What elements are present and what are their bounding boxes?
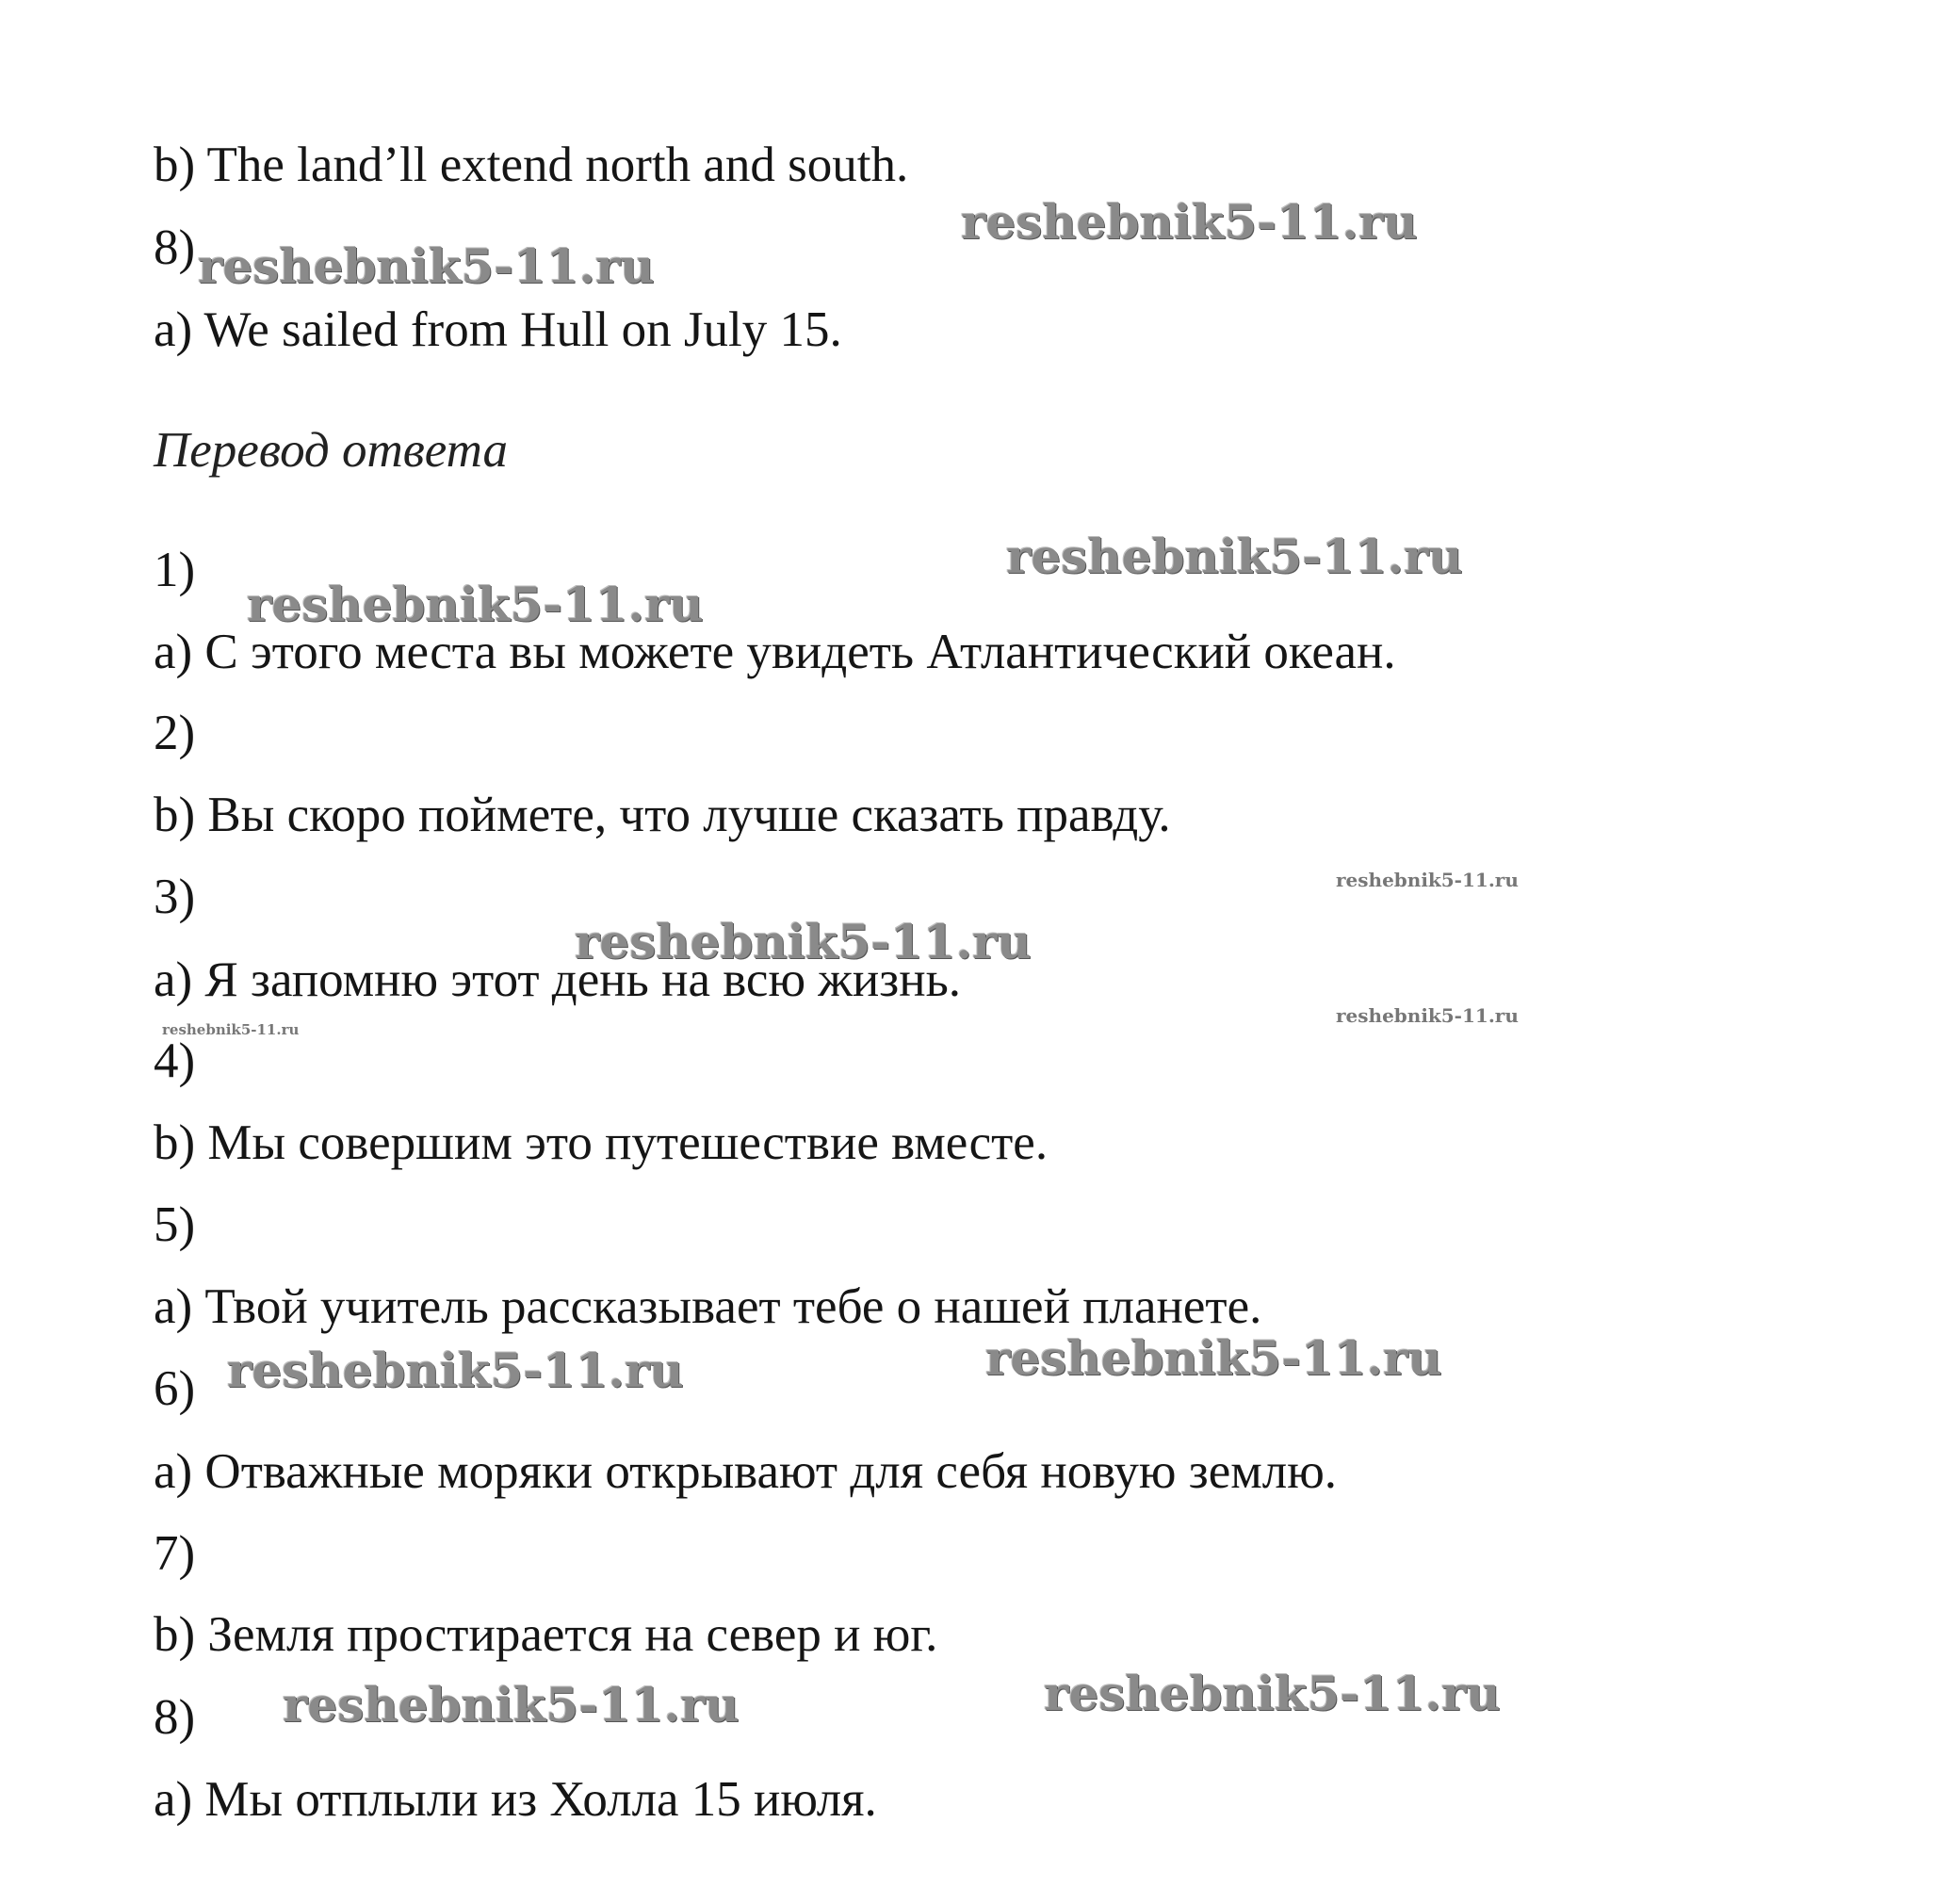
item-number-4: 4) [154, 1033, 196, 1088]
item-number-6: 6) [154, 1361, 196, 1416]
item-number-8: 8) [154, 1690, 196, 1745]
item-number-5: 5) [154, 1197, 196, 1252]
item-number-7: 7) [154, 1526, 196, 1581]
item-answer-8: a) Мы отплыли из Холла 15 июля. [154, 1772, 877, 1827]
watermark: reshebnik5-11.ru [227, 1343, 684, 1398]
item-answer-1: a) С этого места вы можете увидеть Атлантический океан. [154, 625, 1396, 679]
watermark: reshebnik5-11.ru [1044, 1666, 1501, 1721]
watermark: reshebnik5-11.ru [162, 1021, 300, 1038]
watermark: reshebnik5-11.ru [985, 1330, 1442, 1386]
item-number-2: 2) [154, 706, 196, 760]
item-answer-7: b) Земля простирается на север и юг. [154, 1607, 938, 1662]
item-number-1: 1) [154, 543, 196, 597]
watermark: reshebnik5-11.ru [247, 577, 704, 632]
english-number-8: 8) [154, 220, 196, 275]
item-number-3: 3) [154, 870, 196, 924]
translation-heading: Перевод ответа [154, 423, 509, 478]
item-answer-4: b) Мы совершим это путешествие вместе. [154, 1115, 1049, 1170]
watermark: reshebnik5-11.ru [961, 194, 1418, 250]
item-answer-6: a) Отважные моряки открывают для себя новую землю. [154, 1444, 1338, 1499]
watermark: reshebnik5-11.ru [198, 238, 655, 294]
item-answer-5: a) Твой учитель рассказывает тебе о нашей планете. [154, 1279, 1262, 1334]
watermark: reshebnik5-11.ru [1336, 869, 1519, 891]
watermark: reshebnik5-11.ru [1006, 529, 1463, 584]
english-answer-8a: a) We sailed from Hull on July 15. [154, 302, 842, 357]
item-answer-2: b) Вы скоро поймете, что лучше сказать правду. [154, 788, 1171, 842]
item-answer-3: a) Я запомню этот день на всю жизнь. [154, 952, 962, 1007]
watermark: reshebnik5-11.ru [1336, 1004, 1519, 1027]
watermark: reshebnik5-11.ru [283, 1677, 740, 1733]
english-answer-7b: b) The land’ll extend north and south. [154, 138, 909, 192]
watermark: reshebnik5-11.ru [575, 914, 1032, 969]
